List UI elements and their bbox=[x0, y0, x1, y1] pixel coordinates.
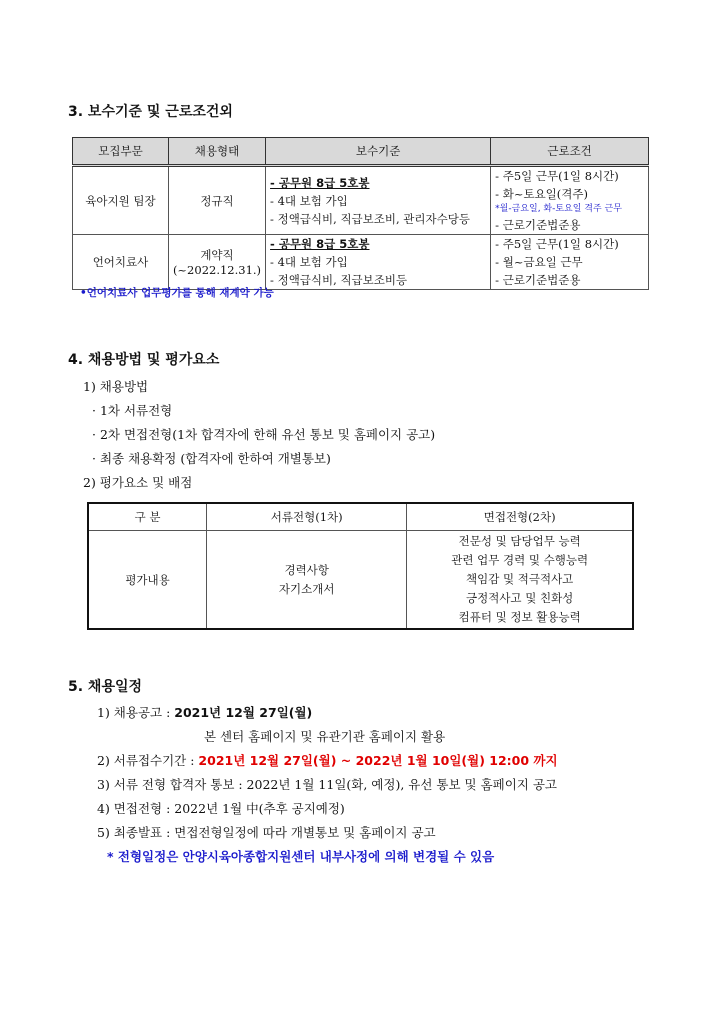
doc-item: 경력사항 bbox=[284, 562, 329, 577]
eval-interview-items bbox=[407, 531, 633, 630]
announcement-date: 2021년 12월 27일(월) bbox=[174, 705, 313, 720]
interview-item: 관련 업무 경력 및 수행능력 bbox=[451, 553, 589, 567]
header-dept: 모집부문 bbox=[73, 138, 169, 166]
row2-pay bbox=[266, 235, 491, 290]
schedule-change-note: * 전형일정은 안양시육아종합지원센터 내부사정에 의해 변경될 수 있음 bbox=[107, 849, 495, 864]
row2-type bbox=[168, 235, 265, 290]
evaluation-table bbox=[87, 502, 634, 630]
section5-title: 5. 채용일정 bbox=[68, 679, 143, 695]
announcement-detail: 본 센터 홈페이지 및 유관기관 홈페이지 활용 bbox=[204, 729, 446, 744]
schedule-announcement bbox=[97, 703, 312, 721]
row2-type-label: 계약직 bbox=[200, 248, 234, 262]
row1-cond-item: - 주5일 근무(1일 8시간) bbox=[495, 169, 619, 183]
row2-pay-item: - 공무원 8급 5호봉 bbox=[270, 237, 370, 251]
application-label: 2) 서류접수기간 : bbox=[97, 753, 199, 768]
renewal-note: •언어치료사 업무평가를 통해 재계약 가능 bbox=[80, 287, 274, 299]
row1-pay bbox=[266, 166, 491, 235]
table-row bbox=[73, 235, 649, 290]
row1-pay-item: - 4대 보험 가입 bbox=[270, 193, 348, 208]
schedule-interview: 4) 면접전형 : 2022년 1월 中(추후 공지예정) bbox=[97, 801, 345, 816]
schedule-application bbox=[97, 751, 558, 769]
row1-type: 정규직 bbox=[168, 166, 265, 235]
row2-cond bbox=[491, 235, 649, 290]
row1-pay-item: - 공무원 8급 5호봉 bbox=[270, 175, 370, 190]
schedule-document-result: 3) 서류 전형 합격자 통보 : 2022년 1월 11일(화, 예정), 유선 통보 및 홈페이지 공고 bbox=[97, 777, 557, 792]
interview-item: 전문성 및 담당업무 능력 bbox=[458, 534, 581, 548]
salary-table bbox=[72, 137, 649, 290]
doc-item: 자기소개서 bbox=[278, 581, 335, 596]
header-type: 채용형태 bbox=[168, 138, 265, 166]
eval-header-interview: 면접전형(2차) bbox=[407, 503, 633, 531]
row2-cond-item: - 월~금요일 근무 bbox=[495, 255, 583, 269]
interview-item: 책임감 및 적극적사고 bbox=[466, 572, 574, 586]
row2-cond-item: - 주5일 근무(1일 8시간) bbox=[495, 237, 619, 251]
table-row bbox=[73, 166, 649, 235]
interview-item: 컴퓨터 및 정보 활용능력 bbox=[458, 610, 581, 624]
eval-header-category: 구 분 bbox=[88, 503, 207, 531]
method-item: · 1차 서류전형 bbox=[92, 403, 173, 418]
schedule-final: 5) 최종발표 : 면접전형일정에 따라 개별통보 및 홈페이지 공고 bbox=[97, 825, 436, 840]
eval-document-items bbox=[207, 531, 407, 630]
section3-title: 3. 보수기준 및 근로조건외 bbox=[68, 104, 233, 120]
method-item: · 2차 면접전형(1차 합격자에 한해 유선 통보 및 홈페이지 공고) bbox=[92, 427, 436, 442]
header-pay: 보수기준 bbox=[266, 138, 491, 166]
method-subtitle: 1) 채용방법 bbox=[83, 379, 149, 394]
row2-type-period: (~2022.12.31.) bbox=[172, 263, 262, 277]
row1-cond-item: - 근로기준법준용 bbox=[495, 218, 581, 232]
evaluation-subtitle: 2) 평가요소 및 배점 bbox=[83, 475, 193, 490]
row2-dept: 언어치료사 bbox=[73, 235, 169, 290]
row2-pay-item: - 정액급식비, 직급보조비등 bbox=[270, 273, 408, 287]
header-cond: 근로조건 bbox=[491, 138, 649, 166]
row1-cond bbox=[491, 166, 649, 235]
eval-header-document: 서류전형(1차) bbox=[207, 503, 407, 531]
evaluation-table-header bbox=[88, 503, 633, 531]
row1-cond-note: *월-금요일, 화-토요일 격주 근무 bbox=[495, 204, 622, 214]
eval-row-label: 평가내용 bbox=[88, 531, 207, 630]
announcement-label: 1) 채용공고 : bbox=[97, 705, 175, 720]
application-period: 2021년 12월 27일(월) ~ 2022년 1월 10일(월) 12:00 까지 bbox=[198, 753, 558, 768]
method-item: · 최종 채용확정 (합격자에 한하여 개별통보) bbox=[92, 451, 331, 466]
section4-title: 4. 채용방법 및 평가요소 bbox=[68, 352, 220, 368]
row1-pay-item: - 정액급식비, 직급보조비, 관리자수당등 bbox=[270, 211, 470, 226]
row1-cond-item: - 화~토요일(격주) bbox=[495, 187, 588, 201]
salary-table-header bbox=[73, 138, 649, 166]
row2-cond-item: - 근로기준법준용 bbox=[495, 273, 581, 287]
row1-dept: 육아지원 팀장 bbox=[73, 166, 169, 235]
table-row bbox=[88, 531, 633, 630]
interview-item: 긍정적사고 및 친화성 bbox=[466, 591, 574, 605]
row2-pay-item: - 4대 보험 가입 bbox=[270, 255, 348, 269]
